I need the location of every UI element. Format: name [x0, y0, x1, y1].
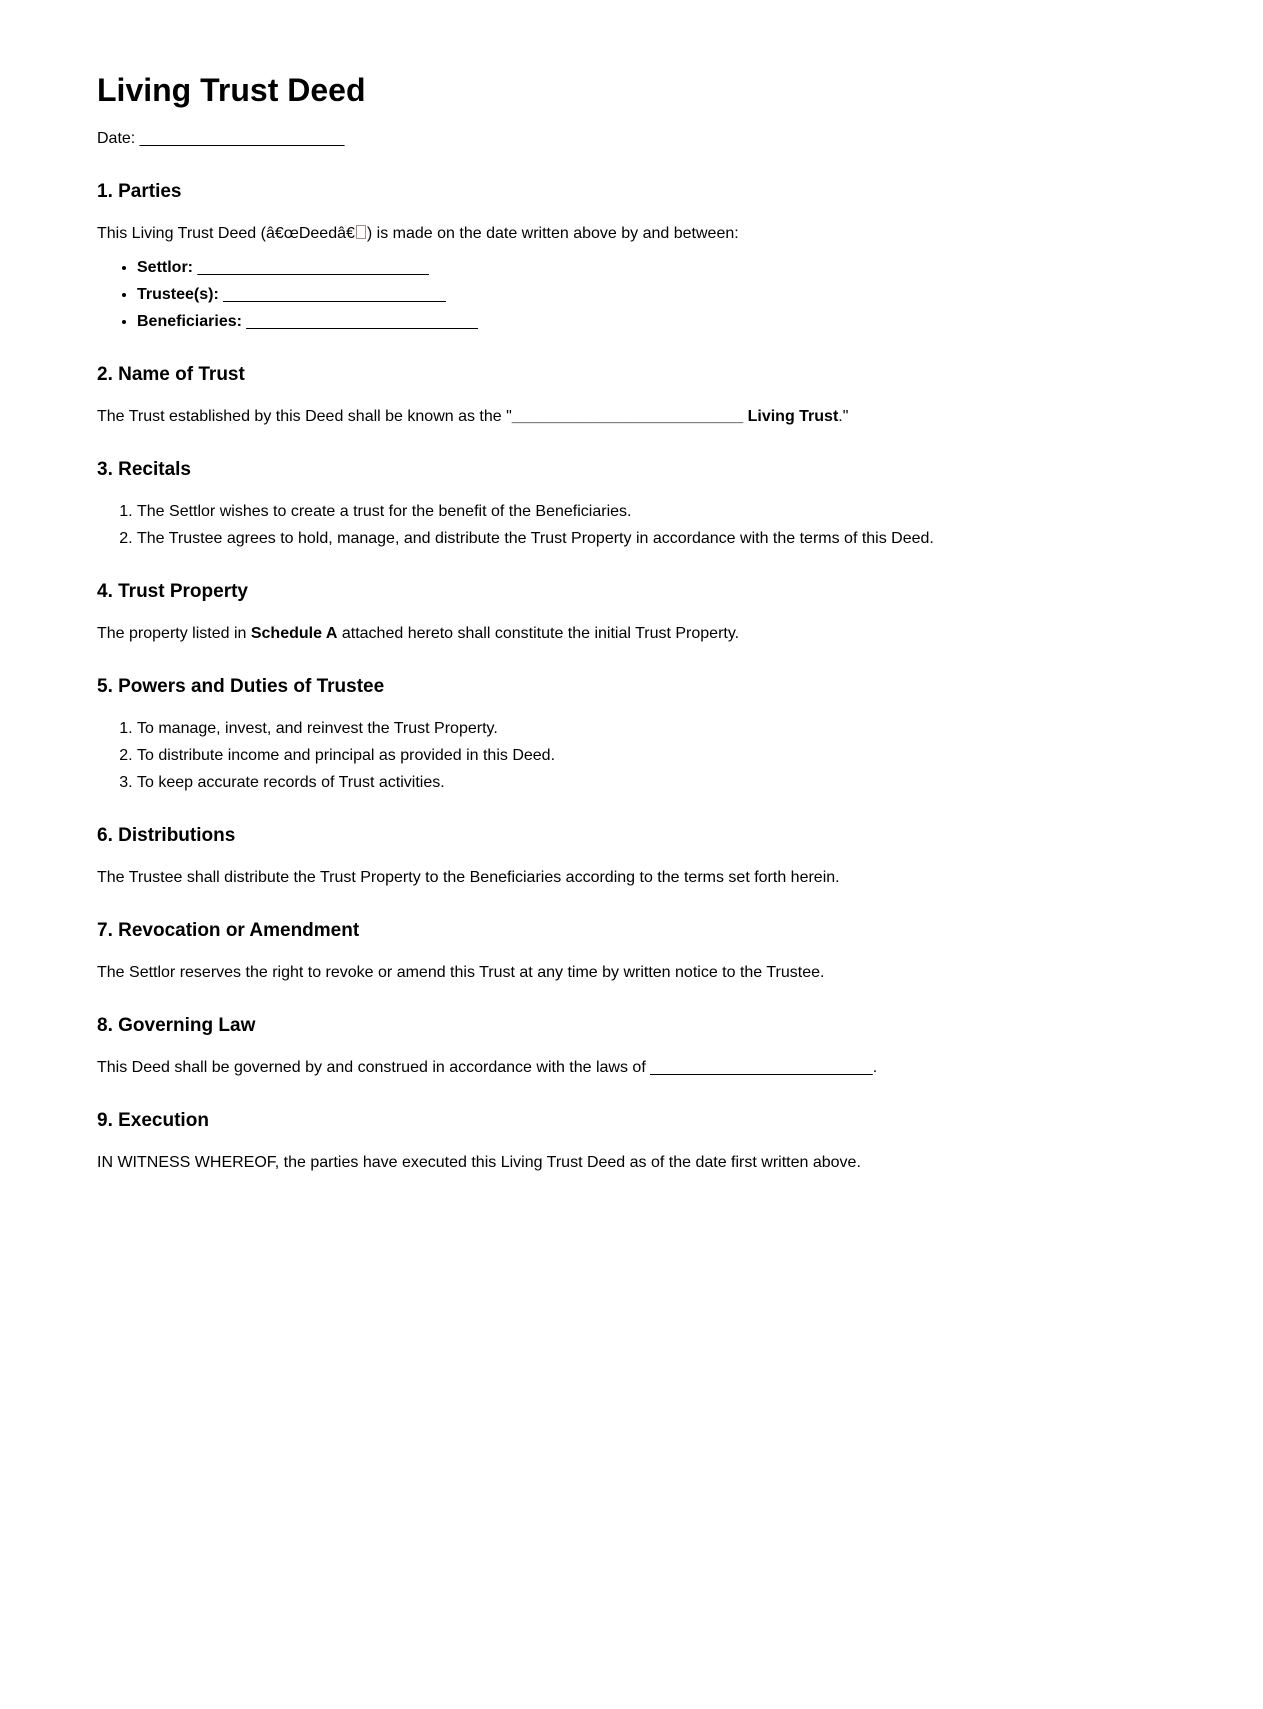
date-line	[97, 130, 1166, 148]
section-heading-trust-property: 4. Trust Property	[97, 581, 248, 602]
execution-text: IN WITNESS WHEREOF, the parties have executed this Living Trust Deed as of the date first written above.	[97, 1154, 861, 1171]
beneficiaries-label: Beneficiaries:	[137, 313, 242, 330]
section-heading-distributions: 6. Distributions	[97, 825, 236, 846]
trust-name-blank: __________________________ Living Trust	[511, 408, 839, 425]
missing-glyph-box	[356, 225, 366, 239]
list-item: 2. The Trustee agrees to hold, manage, and distribute the Trust Property in accordance with the terms of this Deed.	[137, 530, 1166, 548]
section-heading-revocation: 7. Revocation or Amendment	[97, 920, 360, 941]
trust-property-after: attached hereto shall constitute the initial Trust Property.	[341, 625, 740, 642]
parties-intro	[97, 225, 1166, 243]
trustees-blank: _________________________	[223, 286, 446, 303]
section-heading-parties: 1. Parties	[97, 181, 182, 202]
settlor-label: Settlor:	[137, 259, 193, 276]
section-heading-governing-law: 8. Governing Law	[97, 1015, 256, 1036]
section-heading-powers: 5. Powers and Duties of Trustee	[97, 676, 385, 697]
section-heading-name-of-trust: 2. Name of Trust	[97, 364, 245, 385]
beneficiaries-blank: __________________________	[246, 313, 478, 330]
recitals-list	[97, 503, 1166, 548]
revocation-text: The Settlor reserves the right to revoke or amend this Trust at any time by written notice to the Trustee.	[97, 964, 825, 981]
governing-law-after: .	[872, 1059, 878, 1076]
governing-law-text	[97, 1059, 1166, 1077]
list-item-settlor	[137, 259, 1166, 277]
section-heading-execution: 9. Execution	[97, 1110, 209, 1131]
list-item: 1. The Settlor wishes to create a trust for the benefit of the Beneficiaries.	[137, 503, 1166, 521]
distributions-text: The Trustee shall distribute the Trust Property to the Beneficiaries according to the terms set forth herein.	[97, 869, 840, 886]
name-of-trust-text	[97, 408, 1166, 426]
date-blank: _______________________	[139, 130, 345, 147]
list-item-beneficiaries	[137, 313, 1166, 331]
settlor-blank: __________________________	[197, 259, 429, 276]
page-title: Living Trust Deed	[97, 72, 366, 108]
governing-law-before: This Deed shall be governed by and construed in accordance with the laws of	[97, 1059, 646, 1076]
parties-list	[97, 259, 1166, 331]
trust-property-text	[97, 625, 1166, 643]
list-item-trustees	[137, 286, 1166, 304]
parties-intro-before: This Living Trust Deed (â€œDeedâ€	[97, 225, 355, 242]
trustees-label: Trustee(s):	[137, 286, 219, 303]
list-item: 3. To keep accurate records of Trust activities.	[137, 774, 1166, 792]
schedule-a-label: Schedule A	[250, 625, 338, 642]
parties-intro-after: ) is made on the date written above by and between:	[366, 225, 739, 242]
date-label: Date:	[97, 130, 136, 147]
governing-law-blank: _________________________	[650, 1059, 873, 1076]
trust-name-after: ."	[838, 408, 849, 425]
list-item: 2. To distribute income and principal as provided in this Deed.	[137, 747, 1166, 765]
trust-property-before: The property listed in	[97, 625, 247, 642]
list-item: 1. To manage, invest, and reinvest the Trust Property.	[137, 720, 1166, 738]
trust-name-before: The Trust established by this Deed shall be known as the "	[97, 408, 512, 425]
section-heading-recitals: 3. Recitals	[97, 459, 191, 480]
powers-list	[97, 720, 1166, 792]
